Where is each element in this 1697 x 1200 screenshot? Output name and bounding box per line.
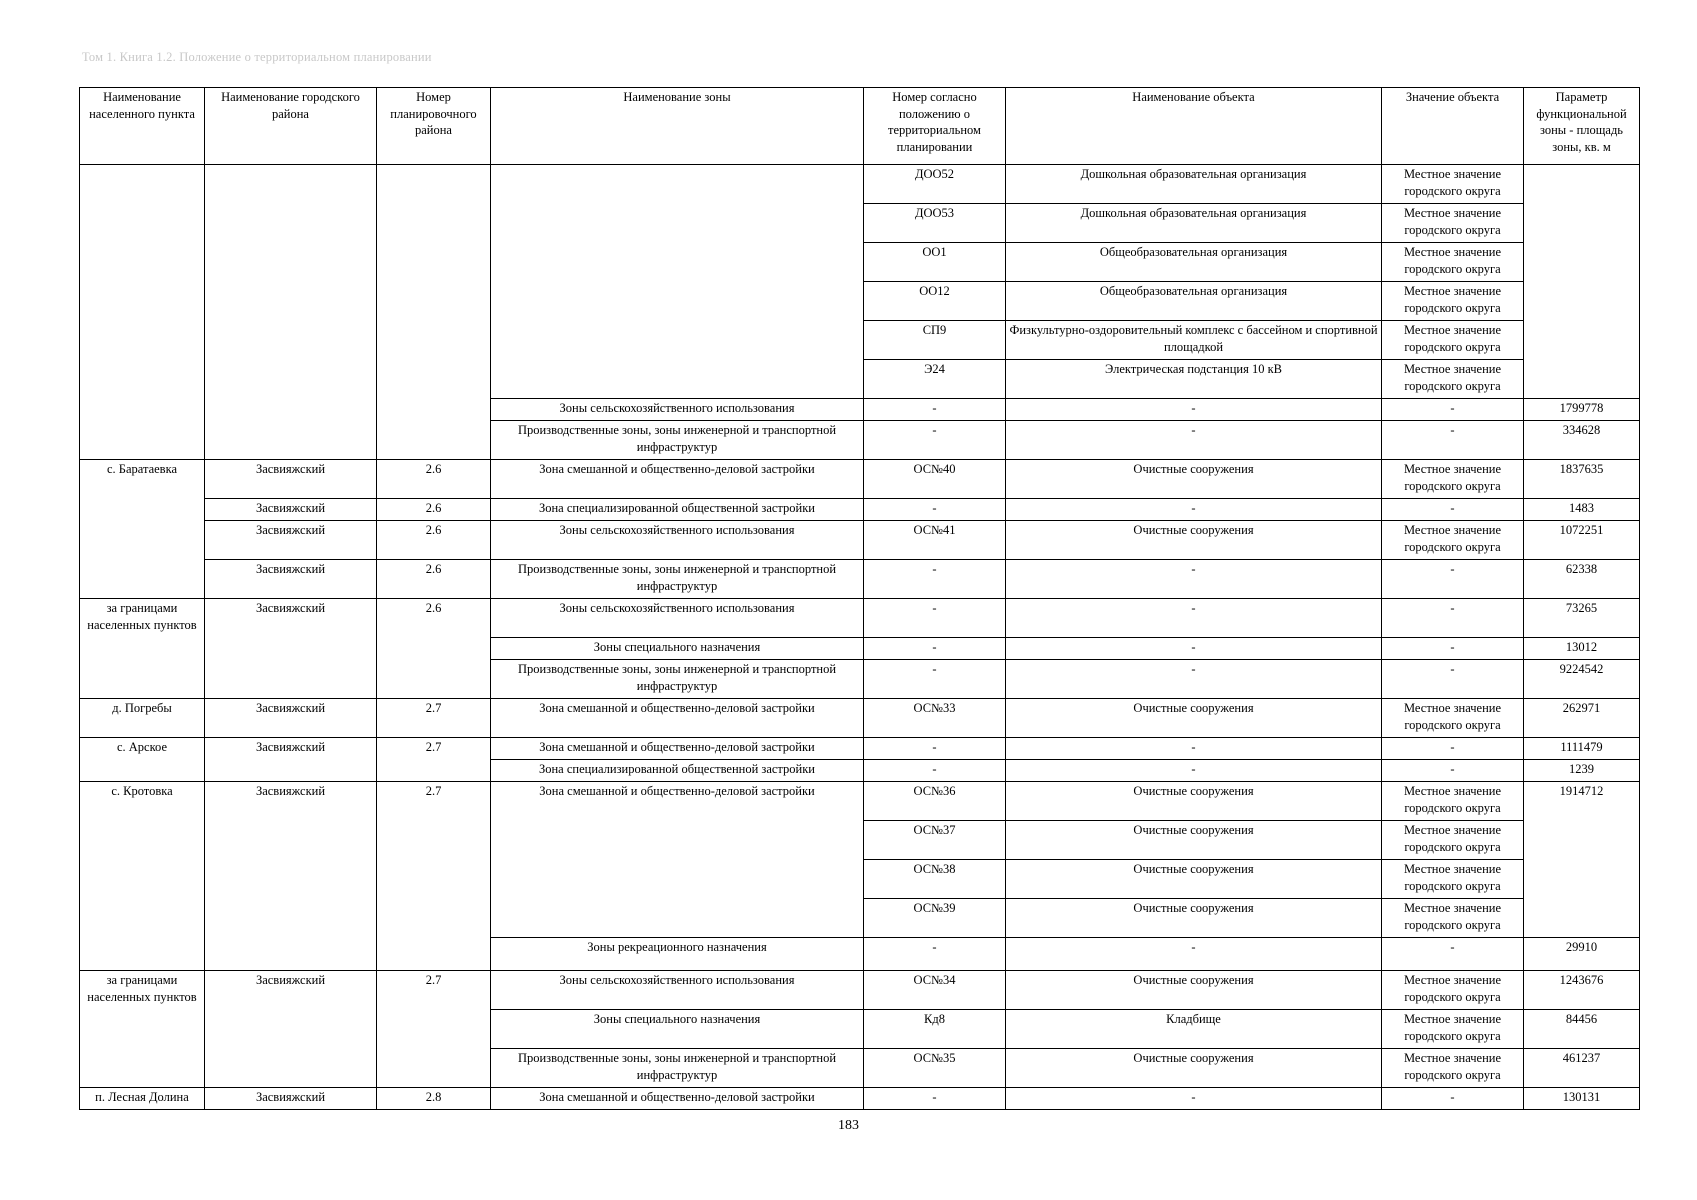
zone-cell: Зоны специального назначения (491, 638, 864, 660)
column-header: Наименование городского района (205, 88, 377, 165)
object-cell: - (1006, 1088, 1382, 1110)
area-cell: 1799778 (1524, 399, 1640, 421)
settlement-cell: с. Баратаевка (80, 460, 205, 599)
significance-cell: - (1382, 660, 1524, 699)
area-cell: 262971 (1524, 699, 1640, 738)
district-cell: Засвияжский (205, 499, 377, 521)
table-header-row (80, 88, 1640, 165)
significance-cell: - (1382, 738, 1524, 760)
area-cell: 1483 (1524, 499, 1640, 521)
planning-area-cell: 2.7 (377, 782, 491, 971)
object-cell: Физкультурно-оздоровительный комплекс с бассейном и спортивной площадкой (1006, 321, 1382, 360)
settlement-cell: за границами населенных пунктов (80, 599, 205, 699)
object-cell: Общеобразовательная организация (1006, 243, 1382, 282)
planning-area-cell: 2.6 (377, 560, 491, 599)
settlement-cell: за границами населенных пунктов (80, 971, 205, 1088)
zone-id-cell: ОС№36 (864, 782, 1006, 821)
object-cell: Очистные сооружения (1006, 521, 1382, 560)
significance-cell: - (1382, 760, 1524, 782)
object-cell: - (1006, 638, 1382, 660)
object-cell: Очистные сооружения (1006, 699, 1382, 738)
object-cell: - (1006, 399, 1382, 421)
zone-cell: Зона смешанной и общественно-деловой застройки (491, 1088, 864, 1110)
zone-cell: Производственные зоны, зоны инженерной и транспортной инфраструктур (491, 1049, 864, 1088)
district-cell: Засвияжский (205, 971, 377, 1088)
table-row (80, 560, 1640, 599)
table-row (80, 699, 1640, 738)
column-header: Номер согласно положению о территориальном планировании (864, 88, 1006, 165)
zone-id-cell: ОС№39 (864, 899, 1006, 938)
zone-cell: Зоны рекреационного назначения (491, 938, 864, 971)
zone-cell: Зоны сельскохозяйственного использования (491, 599, 864, 638)
planning-area-cell: 2.6 (377, 521, 491, 560)
zone-cell: Зоны специального назначения (491, 1010, 864, 1049)
settlement-cell: п. Лесная Долина (80, 1088, 205, 1110)
zone-id-cell: - (864, 499, 1006, 521)
object-cell: Очистные сооружения (1006, 1049, 1382, 1088)
zone-id-cell: - (864, 1088, 1006, 1110)
significance-cell: - (1382, 399, 1524, 421)
object-cell: Очистные сооружения (1006, 821, 1382, 860)
zone-id-cell: - (864, 660, 1006, 699)
zone-id-cell: - (864, 760, 1006, 782)
significance-cell: - (1382, 599, 1524, 638)
significance-cell: Местное значение городского округа (1382, 204, 1524, 243)
significance-cell: Местное значение городского округа (1382, 782, 1524, 821)
zone-id-cell: - (864, 599, 1006, 638)
significance-cell: Местное значение городского округа (1382, 321, 1524, 360)
zone-id-cell: ДОО52 (864, 165, 1006, 204)
planning-area-cell: 2.8 (377, 1088, 491, 1110)
zone-cell (491, 165, 864, 399)
significance-cell: Местное значение городского округа (1382, 971, 1524, 1010)
significance-cell: Местное значение городского округа (1382, 521, 1524, 560)
area-cell: 130131 (1524, 1088, 1640, 1110)
settlement-cell: д. Погребы (80, 699, 205, 738)
zone-id-cell: ОО1 (864, 243, 1006, 282)
table-row (80, 738, 1640, 760)
object-cell: - (1006, 660, 1382, 699)
district-cell: Засвияжский (205, 782, 377, 971)
zone-id-cell: - (864, 638, 1006, 660)
object-cell: Очистные сооружения (1006, 782, 1382, 821)
table-row (80, 521, 1640, 560)
zone-cell: Зоны сельскохозяйственного использования (491, 521, 864, 560)
zone-id-cell: ОС№37 (864, 821, 1006, 860)
zone-cell: Производственные зоны, зоны инженерной и транспортной инфраструктур (491, 660, 864, 699)
settlement-cell: с. Арское (80, 738, 205, 782)
district-cell: Засвияжский (205, 738, 377, 782)
zone-cell: Зона смешанной и общественно-деловой застройки (491, 460, 864, 499)
area-cell: 62338 (1524, 560, 1640, 599)
significance-cell: Местное значение городского округа (1382, 1010, 1524, 1049)
zone-cell: Зоны сельскохозяйственного использования (491, 399, 864, 421)
area-cell: 73265 (1524, 599, 1640, 638)
significance-cell: Местное значение городского округа (1382, 360, 1524, 399)
area-cell: 1243676 (1524, 971, 1640, 1010)
object-cell: - (1006, 421, 1382, 460)
district-cell: Засвияжский (205, 460, 377, 499)
zone-id-cell: СП9 (864, 321, 1006, 360)
area-cell: 9224542 (1524, 660, 1640, 699)
object-cell: - (1006, 938, 1382, 971)
planning-area-cell: 2.7 (377, 699, 491, 738)
column-header: Наименование населенного пункта (80, 88, 205, 165)
significance-cell: - (1382, 938, 1524, 971)
document-header: Том 1. Книга 1.2. Положение о территориальном планировании (82, 50, 432, 64)
significance-cell: - (1382, 638, 1524, 660)
area-cell: 1914712 (1524, 782, 1640, 938)
district-cell: Засвияжский (205, 699, 377, 738)
table-row (80, 165, 1640, 204)
significance-cell: Местное значение городского округа (1382, 899, 1524, 938)
zone-cell: Зона смешанной и общественно-деловой застройки (491, 738, 864, 760)
object-cell: Очистные сооружения (1006, 460, 1382, 499)
significance-cell: Местное значение городского округа (1382, 460, 1524, 499)
page-number: 183 (838, 1118, 859, 1133)
object-cell: Очистные сооружения (1006, 860, 1382, 899)
zone-id-cell: - (864, 421, 1006, 460)
significance-cell: Местное значение городского округа (1382, 860, 1524, 899)
zone-id-cell: - (864, 399, 1006, 421)
zone-id-cell: - (864, 560, 1006, 599)
zone-id-cell: ДОО53 (864, 204, 1006, 243)
area-cell (1524, 165, 1640, 399)
object-cell: Кладбище (1006, 1010, 1382, 1049)
column-header: Наименование объекта (1006, 88, 1382, 165)
significance-cell: - (1382, 1088, 1524, 1110)
object-cell: - (1006, 499, 1382, 521)
area-cell: 1111479 (1524, 738, 1640, 760)
object-cell: - (1006, 599, 1382, 638)
zone-cell: Зона специализированной общественной застройки (491, 760, 864, 782)
table-row (80, 599, 1640, 638)
column-header: Номер планировочного района (377, 88, 491, 165)
settlement-cell: с. Кротовка (80, 782, 205, 971)
planning-area-cell: 2.6 (377, 460, 491, 499)
column-header: Параметр функциональной зоны - площадь зоны, кв. м (1524, 88, 1640, 165)
zone-id-cell: ОС№35 (864, 1049, 1006, 1088)
area-cell: 1837635 (1524, 460, 1640, 499)
zone-id-cell: ОС№34 (864, 971, 1006, 1010)
significance-cell: - (1382, 421, 1524, 460)
area-cell: 84456 (1524, 1010, 1640, 1049)
table-row (80, 499, 1640, 521)
table-row (80, 460, 1640, 499)
object-cell: Очистные сооружения (1006, 899, 1382, 938)
zone-cell: Производственные зоны, зоны инженерной и транспортной инфраструктур (491, 560, 864, 599)
object-cell: - (1006, 560, 1382, 599)
zone-cell: Производственные зоны, зоны инженерной и транспортной инфраструктур (491, 421, 864, 460)
object-cell: Общеобразовательная организация (1006, 282, 1382, 321)
zone-cell: Зона смешанной и общественно-деловой застройки (491, 782, 864, 938)
significance-cell: Местное значение городского округа (1382, 165, 1524, 204)
object-cell: - (1006, 760, 1382, 782)
zone-cell: Зоны сельскохозяйственного использования (491, 971, 864, 1010)
area-cell: 461237 (1524, 1049, 1640, 1088)
zone-id-cell: ОС№38 (864, 860, 1006, 899)
object-cell: Дошкольная образовательная организация (1006, 165, 1382, 204)
table-row (80, 782, 1640, 821)
planning-area-cell: 2.7 (377, 971, 491, 1088)
area-cell: 1239 (1524, 760, 1640, 782)
settlement-cell (80, 165, 205, 460)
table-row (80, 971, 1640, 1010)
zone-id-cell: ОС№41 (864, 521, 1006, 560)
object-cell: - (1006, 738, 1382, 760)
zone-id-cell: ОО12 (864, 282, 1006, 321)
planning-area-cell: 2.7 (377, 738, 491, 782)
significance-cell: - (1382, 499, 1524, 521)
district-cell (205, 165, 377, 460)
object-cell: Очистные сооружения (1006, 971, 1382, 1010)
column-header: Наименование зоны (491, 88, 864, 165)
planning-area-cell: 2.6 (377, 499, 491, 521)
object-cell: Дошкольная образовательная организация (1006, 204, 1382, 243)
district-cell: Засвияжский (205, 560, 377, 599)
zone-id-cell: - (864, 938, 1006, 971)
planning-area-cell (377, 165, 491, 460)
zone-cell: Зона специализированной общественной застройки (491, 499, 864, 521)
table-row (80, 1088, 1640, 1110)
zone-id-cell: Кд8 (864, 1010, 1006, 1049)
zone-id-cell: Э24 (864, 360, 1006, 399)
significance-cell: Местное значение городского округа (1382, 1049, 1524, 1088)
column-header: Значение объекта (1382, 88, 1524, 165)
significance-cell: Местное значение городского округа (1382, 821, 1524, 860)
zone-cell: Зона смешанной и общественно-деловой застройки (491, 699, 864, 738)
zone-id-cell: - (864, 738, 1006, 760)
area-cell: 29910 (1524, 938, 1640, 971)
significance-cell: - (1382, 560, 1524, 599)
zone-id-cell: ОС№40 (864, 460, 1006, 499)
functional-zones-table (79, 87, 1640, 1110)
significance-cell: Местное значение городского округа (1382, 282, 1524, 321)
object-cell: Электрическая подстанция 10 кВ (1006, 360, 1382, 399)
district-cell: Засвияжский (205, 521, 377, 560)
area-cell: 1072251 (1524, 521, 1640, 560)
district-cell: Засвияжский (205, 1088, 377, 1110)
planning-area-cell: 2.6 (377, 599, 491, 699)
zone-id-cell: ОС№33 (864, 699, 1006, 738)
district-cell: Засвияжский (205, 599, 377, 699)
area-cell: 334628 (1524, 421, 1640, 460)
significance-cell: Местное значение городского округа (1382, 699, 1524, 738)
significance-cell: Местное значение городского округа (1382, 243, 1524, 282)
area-cell: 13012 (1524, 638, 1640, 660)
